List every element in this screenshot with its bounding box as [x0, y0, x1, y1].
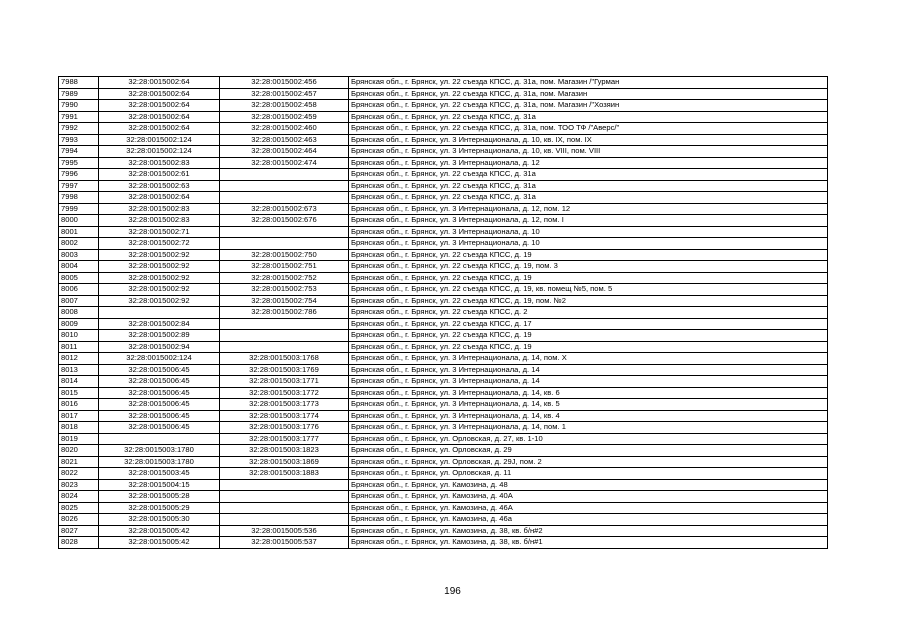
- table-row: [59, 249, 828, 261]
- cadastral-number-cell: 32:28:0015002:64: [99, 192, 220, 204]
- cadastral-number-cell: 32:28:0015002:64: [99, 123, 220, 135]
- table-row: [59, 318, 828, 330]
- object-number-cell: 32:28:0015002:752: [220, 272, 349, 284]
- object-number-cell: 32:28:0015002:464: [220, 146, 349, 158]
- address-cell: Брянская обл., г. Брянск, ул. 22 съезда КПСС, д. 31а: [349, 169, 828, 181]
- row-number-cell: 7995: [59, 157, 99, 169]
- cadastral-number-cell: 32:28:0015002:71: [99, 226, 220, 238]
- cadastral-number-cell: 32:28:0015002:63: [99, 180, 220, 192]
- cadastral-number-cell: 32:28:0015002:84: [99, 318, 220, 330]
- cadastral-number-cell: 32:28:0015002:92: [99, 272, 220, 284]
- address-cell: Брянская обл., г. Брянск, ул. 3 Интернационала, д. 10, кв. VIII, пом. VIII: [349, 146, 828, 158]
- address-cell: Брянская обл., г. Брянск, ул. 22 съезда КПСС, д. 31а, пом. ТОО ТФ /"Аверс/": [349, 123, 828, 135]
- object-number-cell: [220, 180, 349, 192]
- object-number-cell: 32:28:0015003:1823: [220, 445, 349, 457]
- row-number-cell: 8020: [59, 445, 99, 457]
- table-row: [59, 272, 828, 284]
- table-row: [59, 88, 828, 100]
- row-number-cell: 8022: [59, 468, 99, 480]
- object-number-cell: 32:28:0015002:460: [220, 123, 349, 135]
- cadastral-number-cell: 32:28:0015002:94: [99, 341, 220, 353]
- row-number-cell: 8001: [59, 226, 99, 238]
- row-number-cell: 8026: [59, 514, 99, 526]
- object-number-cell: [220, 491, 349, 503]
- object-number-cell: [220, 226, 349, 238]
- row-number-cell: 8021: [59, 456, 99, 468]
- table-row: [59, 123, 828, 135]
- row-number-cell: 7996: [59, 169, 99, 181]
- row-number-cell: 8023: [59, 479, 99, 491]
- address-cell: Брянская обл., г. Брянск, ул. 3 Интернационала, д. 10, кв. IX, пом. IX: [349, 134, 828, 146]
- cadastral-number-cell: 32:28:0015002:64: [99, 88, 220, 100]
- table-row: [59, 376, 828, 388]
- table-row: [59, 514, 828, 526]
- row-number-cell: 7994: [59, 146, 99, 158]
- object-number-cell: [220, 318, 349, 330]
- cadastral-number-cell: 32:28:0015002:92: [99, 249, 220, 261]
- address-cell: Брянская обл., г. Брянск, ул. 3 Интернационала, д. 14, кв. 4: [349, 410, 828, 422]
- address-cell: Брянская обл., г. Брянск, ул. 22 съезда КПСС, д. 19: [349, 341, 828, 353]
- address-cell: Брянская обл., г. Брянск, ул. 22 съезда КПСС, д. 31а: [349, 180, 828, 192]
- address-cell: Брянская обл., г. Брянск, ул. 3 Интернационала, д. 14: [349, 376, 828, 388]
- address-cell: Брянская обл., г. Брянск, ул. Орловская, д. 29Ј, пом. 2: [349, 456, 828, 468]
- object-number-cell: 32:28:0015003:1769: [220, 364, 349, 376]
- cadastral-number-cell: 32:28:0015002:124: [99, 353, 220, 365]
- table-row: [59, 502, 828, 514]
- object-number-cell: [220, 169, 349, 181]
- row-number-cell: 8002: [59, 238, 99, 250]
- cadastral-number-cell: 32:28:0015002:92: [99, 284, 220, 296]
- table-row: [59, 537, 828, 549]
- object-number-cell: 32:28:0015003:1777: [220, 433, 349, 445]
- cadastral-number-cell: 32:28:0015006:45: [99, 399, 220, 411]
- row-number-cell: 8014: [59, 376, 99, 388]
- table-row: [59, 341, 828, 353]
- object-number-cell: [220, 330, 349, 342]
- cadastral-number-cell: 32:28:0015002:64: [99, 100, 220, 112]
- records-table: [58, 76, 828, 549]
- address-cell: Брянская обл., г. Брянск, ул. 3 Интернационала, д. 12, пом. 12: [349, 203, 828, 215]
- table-row: [59, 192, 828, 204]
- object-number-cell: 32:28:0015003:1773: [220, 399, 349, 411]
- row-number-cell: 8006: [59, 284, 99, 296]
- address-cell: Брянская обл., г. Брянск, ул. 22 съезда КПСС, д. 19, пом. 3: [349, 261, 828, 273]
- row-number-cell: 7991: [59, 111, 99, 123]
- object-number-cell: [220, 238, 349, 250]
- object-number-cell: 32:28:0015003:1768: [220, 353, 349, 365]
- object-number-cell: [220, 341, 349, 353]
- table-row: [59, 100, 828, 112]
- address-cell: Брянская обл., г. Брянск, ул. 3 Интернационала, д. 10: [349, 226, 828, 238]
- row-number-cell: 8013: [59, 364, 99, 376]
- address-cell: Брянская обл., г. Брянск, ул. Камозина, д. 46А: [349, 502, 828, 514]
- row-number-cell: 8009: [59, 318, 99, 330]
- row-number-cell: 8017: [59, 410, 99, 422]
- row-number-cell: 7993: [59, 134, 99, 146]
- cadastral-number-cell: 32:28:0015004:15: [99, 479, 220, 491]
- cadastral-number-cell: 32:28:0015002:64: [99, 77, 220, 89]
- row-number-cell: 7997: [59, 180, 99, 192]
- cadastral-number-cell: 32:28:0015005:30: [99, 514, 220, 526]
- table-row: [59, 330, 828, 342]
- address-cell: Брянская обл., г. Брянск, ул. 22 съезда КПСС, д. 31а: [349, 111, 828, 123]
- object-number-cell: 32:28:0015003:1869: [220, 456, 349, 468]
- address-cell: Брянская обл., г. Брянск, ул. 22 съезда КПСС, д. 19: [349, 249, 828, 261]
- address-cell: Брянская обл., г. Брянск, ул. 3 Интернационала, д. 12, пом. I: [349, 215, 828, 227]
- address-cell: Брянская обл., г. Брянск, ул. 3 Интернационала, д. 14, кв. 5: [349, 399, 828, 411]
- address-cell: Брянская обл., г. Брянск, ул. 3 Интернационала, д. 14: [349, 364, 828, 376]
- table-row: [59, 238, 828, 250]
- table-row: [59, 226, 828, 238]
- row-number-cell: 8005: [59, 272, 99, 284]
- object-number-cell: 32:28:0015002:458: [220, 100, 349, 112]
- address-cell: Брянская обл., г. Брянск, ул. Камозина, д. 40А: [349, 491, 828, 503]
- address-cell: Брянская обл., г. Брянск, ул. Камозина, д. 38, кв. б/н#2: [349, 525, 828, 537]
- row-number-cell: 8011: [59, 341, 99, 353]
- object-number-cell: [220, 514, 349, 526]
- table-row: [59, 353, 828, 365]
- table-row: [59, 203, 828, 215]
- row-number-cell: 7988: [59, 77, 99, 89]
- table-row: [59, 146, 828, 158]
- cadastral-number-cell: 32:28:0015006:45: [99, 422, 220, 434]
- row-number-cell: 8008: [59, 307, 99, 319]
- table-row: [59, 180, 828, 192]
- address-cell: Брянская обл., г. Брянск, ул. 3 Интернационала, д. 10: [349, 238, 828, 250]
- object-number-cell: [220, 192, 349, 204]
- cadastral-number-cell: 32:28:0015006:45: [99, 364, 220, 376]
- table-row: [59, 215, 828, 227]
- cadastral-number-cell: 32:28:0015002:124: [99, 134, 220, 146]
- object-number-cell: 32:28:0015003:1772: [220, 387, 349, 399]
- cadastral-number-cell: 32:28:0015006:45: [99, 376, 220, 388]
- row-number-cell: 8015: [59, 387, 99, 399]
- object-number-cell: 32:28:0015002:463: [220, 134, 349, 146]
- address-cell: Брянская обл., г. Брянск, ул. 22 съезда КПСС, д. 19: [349, 330, 828, 342]
- table-row: [59, 157, 828, 169]
- cadastral-number-cell: 32:28:0015002:64: [99, 111, 220, 123]
- object-number-cell: 32:28:0015002:459: [220, 111, 349, 123]
- row-number-cell: 7990: [59, 100, 99, 112]
- row-number-cell: 8018: [59, 422, 99, 434]
- object-number-cell: 32:28:0015002:673: [220, 203, 349, 215]
- row-number-cell: 8010: [59, 330, 99, 342]
- table-row: [59, 111, 828, 123]
- row-number-cell: 8028: [59, 537, 99, 549]
- address-cell: Брянская обл., г. Брянск, ул. 22 съезда КПСС, д. 19, кв. помещ №5, пом. 5: [349, 284, 828, 296]
- row-number-cell: 8003: [59, 249, 99, 261]
- address-cell: Брянская обл., г. Брянск, ул. 22 съезда КПСС, д. 17: [349, 318, 828, 330]
- cadastral-number-cell: 32:28:0015002:124: [99, 146, 220, 158]
- object-number-cell: 32:28:0015002:786: [220, 307, 349, 319]
- cadastral-number-cell: 32:28:0015002:83: [99, 157, 220, 169]
- object-number-cell: 32:28:0015002:676: [220, 215, 349, 227]
- table-row: [59, 525, 828, 537]
- cadastral-number-cell: 32:28:0015002:61: [99, 169, 220, 181]
- cadastral-number-cell: 32:28:0015006:45: [99, 387, 220, 399]
- cadastral-number-cell: [99, 307, 220, 319]
- object-number-cell: 32:28:0015003:1771: [220, 376, 349, 388]
- table-row: [59, 479, 828, 491]
- row-number-cell: 8012: [59, 353, 99, 365]
- object-number-cell: 32:28:0015002:750: [220, 249, 349, 261]
- address-cell: Брянская обл., г. Брянск, ул. 22 съезда КПСС, д. 19: [349, 272, 828, 284]
- row-number-cell: 8027: [59, 525, 99, 537]
- object-number-cell: 32:28:0015002:457: [220, 88, 349, 100]
- object-number-cell: 32:28:0015002:753: [220, 284, 349, 296]
- table-row: [59, 261, 828, 273]
- table-row: [59, 399, 828, 411]
- table-row: [59, 77, 828, 89]
- table-row: [59, 387, 828, 399]
- object-number-cell: 32:28:0015005:537: [220, 537, 349, 549]
- object-number-cell: 32:28:0015002:456: [220, 77, 349, 89]
- object-number-cell: [220, 479, 349, 491]
- object-number-cell: 32:28:0015002:754: [220, 295, 349, 307]
- object-number-cell: 32:28:0015003:1774: [220, 410, 349, 422]
- cadastral-number-cell: 32:28:0015002:89: [99, 330, 220, 342]
- address-cell: Брянская обл., г. Брянск, ул. 3 Интернационала, д. 12: [349, 157, 828, 169]
- table-row: [59, 433, 828, 445]
- cadastral-number-cell: 32:28:0015002:83: [99, 203, 220, 215]
- object-number-cell: [220, 502, 349, 514]
- address-cell: Брянская обл., г. Брянск, ул. Орловская, д. 29: [349, 445, 828, 457]
- address-cell: Брянская обл., г. Брянск, ул. Камозина, д. 38, кв. б/н#1: [349, 537, 828, 549]
- cadastral-number-cell: 32:28:0015002:83: [99, 215, 220, 227]
- address-cell: Брянская обл., г. Брянск, ул. 3 Интернационала, д. 14, кв. 6: [349, 387, 828, 399]
- table-row: [59, 307, 828, 319]
- table-row: [59, 468, 828, 480]
- table-body: [59, 77, 828, 549]
- row-number-cell: 8007: [59, 295, 99, 307]
- address-cell: Брянская обл., г. Брянск, ул. 22 съезда КПСС, д. 19, пом. №2: [349, 295, 828, 307]
- table-row: [59, 445, 828, 457]
- object-number-cell: 32:28:0015003:1883: [220, 468, 349, 480]
- document-sheet: [58, 76, 828, 549]
- address-cell: Брянская обл., г. Брянск, ул. 22 съезда КПСС, д. 31а, пом. Магазин: [349, 88, 828, 100]
- row-number-cell: 8019: [59, 433, 99, 445]
- object-number-cell: 32:28:0015002:474: [220, 157, 349, 169]
- row-number-cell: 7998: [59, 192, 99, 204]
- row-number-cell: 8024: [59, 491, 99, 503]
- table-row: [59, 410, 828, 422]
- cadastral-number-cell: [99, 433, 220, 445]
- cadastral-number-cell: 32:28:0015002:72: [99, 238, 220, 250]
- table-row: [59, 456, 828, 468]
- table-row: [59, 169, 828, 181]
- row-number-cell: 8000: [59, 215, 99, 227]
- row-number-cell: 7989: [59, 88, 99, 100]
- table-row: [59, 284, 828, 296]
- cadastral-number-cell: 32:28:0015003:45: [99, 468, 220, 480]
- cadastral-number-cell: 32:28:0015002:92: [99, 261, 220, 273]
- address-cell: Брянская обл., г. Брянск, ул. 3 Интернационала, д. 14, пом. 1: [349, 422, 828, 434]
- object-number-cell: 32:28:0015003:1776: [220, 422, 349, 434]
- address-cell: Брянская обл., г. Брянск, ул. Орловская, д. 11: [349, 468, 828, 480]
- table-row: [59, 295, 828, 307]
- row-number-cell: 8016: [59, 399, 99, 411]
- cadastral-number-cell: 32:28:0015003:1780: [99, 456, 220, 468]
- row-number-cell: 7999: [59, 203, 99, 215]
- row-number-cell: 7992: [59, 123, 99, 135]
- address-cell: Брянская обл., г. Брянск, ул. 22 съезда КПСС, д. 31а: [349, 192, 828, 204]
- object-number-cell: 32:28:0015002:751: [220, 261, 349, 273]
- address-cell: Брянская обл., г. Брянск, ул. Орловская, д. 27, кв. 1-10: [349, 433, 828, 445]
- address-cell: Брянская обл., г. Брянск, ул. Камозина, д. 46а: [349, 514, 828, 526]
- table-row: [59, 134, 828, 146]
- cadastral-number-cell: 32:28:0015005:28: [99, 491, 220, 503]
- page-number: 196: [444, 586, 461, 597]
- cadastral-number-cell: 32:28:0015003:1780: [99, 445, 220, 457]
- address-cell: Брянская обл., г. Брянск, ул. 22 съезда КПСС, д. 2: [349, 307, 828, 319]
- cadastral-number-cell: 32:28:0015005:29: [99, 502, 220, 514]
- row-number-cell: 8025: [59, 502, 99, 514]
- address-cell: Брянская обл., г. Брянск, ул. 3 Интернационала, д. 14, пом. X: [349, 353, 828, 365]
- row-number-cell: 8004: [59, 261, 99, 273]
- table-row: [59, 491, 828, 503]
- cadastral-number-cell: 32:28:0015005:42: [99, 537, 220, 549]
- address-cell: Брянская обл., г. Брянск, ул. 22 съезда КПСС, д. 31а, пом. Магазин /"Гурман: [349, 77, 828, 89]
- table-row: [59, 422, 828, 434]
- cadastral-number-cell: 32:28:0015005:42: [99, 525, 220, 537]
- address-cell: Брянская обл., г. Брянск, ул. Камозина, д. 48: [349, 479, 828, 491]
- table-row: [59, 364, 828, 376]
- object-number-cell: 32:28:0015005:536: [220, 525, 349, 537]
- cadastral-number-cell: 32:28:0015006:45: [99, 410, 220, 422]
- address-cell: Брянская обл., г. Брянск, ул. 22 съезда КПСС, д. 31а, пом. Магазин /"Хозяин: [349, 100, 828, 112]
- cadastral-number-cell: 32:28:0015002:92: [99, 295, 220, 307]
